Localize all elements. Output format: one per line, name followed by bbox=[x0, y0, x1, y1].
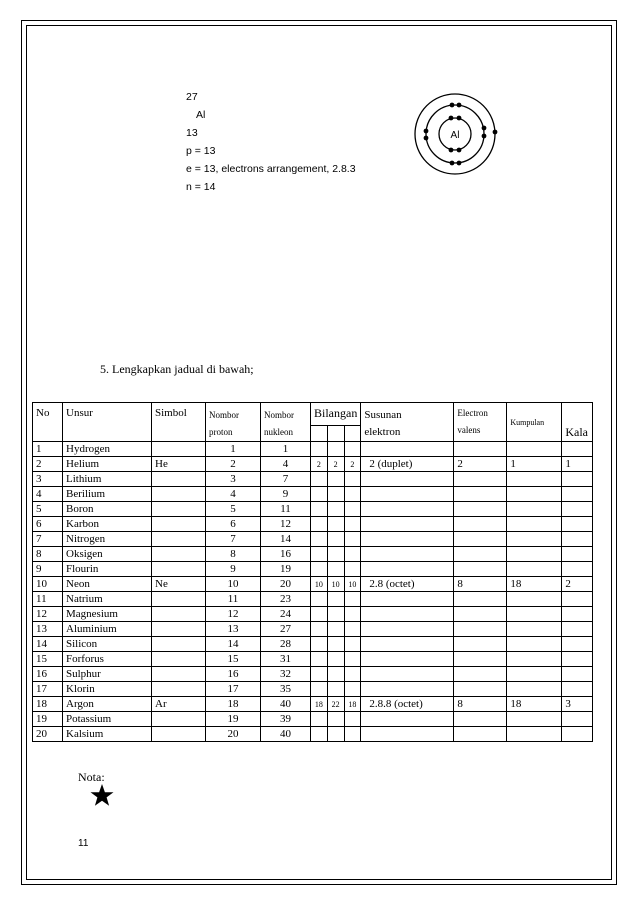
cell-proton: 6 bbox=[206, 517, 261, 532]
cell-proton: 12 bbox=[206, 607, 261, 622]
table-row bbox=[33, 682, 593, 697]
cell-proton: 13 bbox=[206, 622, 261, 637]
header-bilangan: Bilangan bbox=[311, 403, 361, 426]
cell-unsur: Kalsium bbox=[63, 727, 152, 742]
cell-no: 12 bbox=[33, 607, 63, 622]
cell-bilangan-2 bbox=[327, 502, 344, 517]
cell-bilangan-3 bbox=[344, 607, 361, 622]
header-nukleon-line2: nukleon bbox=[264, 427, 293, 437]
cell-nukleon: 35 bbox=[261, 682, 311, 697]
cell-kumpulan bbox=[507, 472, 562, 487]
cell-bilangan-1 bbox=[311, 637, 328, 652]
cell-unsur: Oksigen bbox=[63, 547, 152, 562]
cell-bilangan-3 bbox=[344, 622, 361, 637]
cell-no: 3 bbox=[33, 472, 63, 487]
cell-simbol bbox=[152, 592, 206, 607]
cell-kumpulan bbox=[507, 442, 562, 457]
cell-bilangan-3 bbox=[344, 592, 361, 607]
header-proton-line1: Nombor bbox=[209, 410, 239, 420]
cell-susunan bbox=[361, 607, 454, 622]
cell-bilangan-2 bbox=[327, 712, 344, 727]
cell-bilangan-2 bbox=[327, 682, 344, 697]
table-row bbox=[33, 667, 593, 682]
table-row bbox=[33, 727, 593, 742]
cell-unsur: Forforus bbox=[63, 652, 152, 667]
cell-kala bbox=[562, 667, 593, 682]
cell-bilangan-1 bbox=[311, 607, 328, 622]
cell-bilangan-3: 2 bbox=[344, 457, 361, 472]
cell-bilangan-3 bbox=[344, 712, 361, 727]
header-valens-line2: valens bbox=[457, 425, 481, 435]
cell-nukleon: 32 bbox=[261, 667, 311, 682]
cell-valens bbox=[454, 637, 507, 652]
cell-unsur: Neon bbox=[63, 577, 152, 592]
cell-kumpulan bbox=[507, 637, 562, 652]
cell-kumpulan: 1 bbox=[507, 457, 562, 472]
cell-bilangan-1 bbox=[311, 727, 328, 742]
table-row bbox=[33, 652, 593, 667]
cell-no: 16 bbox=[33, 667, 63, 682]
atomic-number: 13 bbox=[186, 127, 198, 139]
cell-proton: 2 bbox=[206, 457, 261, 472]
table-row bbox=[33, 442, 593, 457]
cell-kala: 2 bbox=[562, 577, 593, 592]
cell-susunan: 2.8.8 (octet) bbox=[361, 697, 454, 712]
cell-nukleon: 9 bbox=[261, 487, 311, 502]
nucleus-label: Al bbox=[450, 130, 460, 141]
cell-no: 20 bbox=[33, 727, 63, 742]
header-nukleon-line1: Nombor bbox=[264, 410, 294, 420]
cell-unsur: Berilium bbox=[63, 487, 152, 502]
cell-bilangan-2: 2 bbox=[327, 457, 344, 472]
cell-susunan bbox=[361, 622, 454, 637]
cell-unsur: Flourin bbox=[63, 562, 152, 577]
cell-kala bbox=[562, 472, 593, 487]
cell-nukleon: 7 bbox=[261, 472, 311, 487]
cell-simbol bbox=[152, 667, 206, 682]
cell-proton: 14 bbox=[206, 637, 261, 652]
cell-kumpulan bbox=[507, 607, 562, 622]
table-row bbox=[33, 547, 593, 562]
cell-nukleon: 24 bbox=[261, 607, 311, 622]
cell-unsur: Potassium bbox=[63, 712, 152, 727]
cell-bilangan-2 bbox=[327, 622, 344, 637]
cell-simbol: Ne bbox=[152, 577, 206, 592]
cell-proton: 5 bbox=[206, 502, 261, 517]
cell-kumpulan bbox=[507, 727, 562, 742]
cell-valens bbox=[454, 682, 507, 697]
cell-no: 5 bbox=[33, 502, 63, 517]
cell-nukleon: 19 bbox=[261, 562, 311, 577]
table-row bbox=[33, 577, 593, 592]
cell-kala bbox=[562, 442, 593, 457]
cell-simbol bbox=[152, 517, 206, 532]
cell-proton: 10 bbox=[206, 577, 261, 592]
table-row bbox=[33, 502, 593, 517]
header-kala: Kala bbox=[562, 403, 593, 442]
cell-valens bbox=[454, 532, 507, 547]
header-susunan-line1: Susunan bbox=[364, 409, 402, 421]
cell-nukleon: 28 bbox=[261, 637, 311, 652]
cell-kala: 3 bbox=[562, 697, 593, 712]
cell-bilangan-1: 10 bbox=[311, 577, 328, 592]
cell-bilangan-3 bbox=[344, 652, 361, 667]
table-row bbox=[33, 697, 593, 712]
header-unsur: Unsur bbox=[63, 403, 152, 442]
cell-kala bbox=[562, 502, 593, 517]
subheader-bilangan-2 bbox=[327, 425, 344, 441]
cell-valens: 8 bbox=[454, 577, 507, 592]
table-row bbox=[33, 457, 593, 472]
cell-no: 4 bbox=[33, 487, 63, 502]
cell-unsur: Natrium bbox=[63, 592, 152, 607]
table-header-row bbox=[33, 403, 593, 426]
header-nombor-nukleon bbox=[261, 403, 311, 442]
table-row bbox=[33, 712, 593, 727]
cell-proton: 15 bbox=[206, 652, 261, 667]
cell-kumpulan bbox=[507, 487, 562, 502]
cell-bilangan-3 bbox=[344, 547, 361, 562]
cell-proton: 16 bbox=[206, 667, 261, 682]
header-no: No bbox=[33, 403, 63, 442]
cell-bilangan-2 bbox=[327, 607, 344, 622]
cell-kumpulan bbox=[507, 682, 562, 697]
cell-proton: 1 bbox=[206, 442, 261, 457]
cell-kala bbox=[562, 517, 593, 532]
cell-bilangan-3: 18 bbox=[344, 697, 361, 712]
cell-valens bbox=[454, 607, 507, 622]
header-proton-line2: proton bbox=[209, 427, 233, 437]
cell-simbol bbox=[152, 622, 206, 637]
cell-valens bbox=[454, 562, 507, 577]
header-kumpulan: Kumpulan bbox=[507, 403, 562, 442]
cell-no: 2 bbox=[33, 457, 63, 472]
cell-no: 9 bbox=[33, 562, 63, 577]
header-valens-line1: Electron bbox=[457, 408, 488, 418]
subheader-bilangan-3 bbox=[344, 425, 361, 441]
cell-susunan: 2.8 (octet) bbox=[361, 577, 454, 592]
cell-unsur: Lithium bbox=[63, 472, 152, 487]
cell-bilangan-1 bbox=[311, 442, 328, 457]
cell-no: 14 bbox=[33, 637, 63, 652]
cell-susunan bbox=[361, 652, 454, 667]
cell-bilangan-2 bbox=[327, 532, 344, 547]
cell-bilangan-2 bbox=[327, 487, 344, 502]
cell-unsur: Magnesium bbox=[63, 607, 152, 622]
cell-valens bbox=[454, 517, 507, 532]
cell-proton: 8 bbox=[206, 547, 261, 562]
cell-bilangan-2: 10 bbox=[327, 577, 344, 592]
cell-nukleon: 23 bbox=[261, 592, 311, 607]
cell-kala bbox=[562, 622, 593, 637]
cell-unsur: Argon bbox=[63, 697, 152, 712]
atom-notation bbox=[186, 88, 356, 196]
cell-bilangan-2 bbox=[327, 727, 344, 742]
cell-bilangan-1: 18 bbox=[311, 697, 328, 712]
cell-bilangan-3 bbox=[344, 517, 361, 532]
cell-valens bbox=[454, 442, 507, 457]
page-number: 11 bbox=[78, 838, 89, 849]
element-symbol: Al bbox=[196, 109, 206, 121]
header-simbol: Simbol bbox=[152, 403, 206, 442]
nota-label: Nota: bbox=[78, 770, 105, 784]
cell-kala bbox=[562, 637, 593, 652]
proton-count: p = 13 bbox=[186, 145, 216, 157]
cell-nukleon: 4 bbox=[261, 457, 311, 472]
cell-nukleon: 16 bbox=[261, 547, 311, 562]
cell-bilangan-2 bbox=[327, 592, 344, 607]
cell-proton: 4 bbox=[206, 487, 261, 502]
cell-nukleon: 40 bbox=[261, 727, 311, 742]
cell-proton: 7 bbox=[206, 532, 261, 547]
cell-kala bbox=[562, 682, 593, 697]
cell-proton: 19 bbox=[206, 712, 261, 727]
cell-bilangan-3 bbox=[344, 487, 361, 502]
cell-kumpulan bbox=[507, 517, 562, 532]
neutron-count: n = 14 bbox=[186, 181, 216, 193]
cell-nukleon: 27 bbox=[261, 622, 311, 637]
cell-unsur: Aluminium bbox=[63, 622, 152, 637]
cell-kala bbox=[562, 562, 593, 577]
cell-nukleon: 14 bbox=[261, 532, 311, 547]
cell-susunan bbox=[361, 592, 454, 607]
cell-kala bbox=[562, 487, 593, 502]
cell-bilangan-1 bbox=[311, 712, 328, 727]
cell-bilangan-1 bbox=[311, 622, 328, 637]
cell-bilangan-1 bbox=[311, 682, 328, 697]
cell-simbol bbox=[152, 532, 206, 547]
header-electron-valens bbox=[454, 403, 507, 442]
cell-bilangan-1 bbox=[311, 487, 328, 502]
cell-valens bbox=[454, 652, 507, 667]
cell-simbol bbox=[152, 487, 206, 502]
cell-no: 11 bbox=[33, 592, 63, 607]
cell-bilangan-1 bbox=[311, 562, 328, 577]
cell-bilangan-2: 22 bbox=[327, 697, 344, 712]
cell-susunan bbox=[361, 442, 454, 457]
cell-bilangan-1 bbox=[311, 652, 328, 667]
cell-susunan bbox=[361, 547, 454, 562]
cell-susunan bbox=[361, 727, 454, 742]
cell-no: 13 bbox=[33, 622, 63, 637]
cell-susunan bbox=[361, 562, 454, 577]
cell-unsur: Karbon bbox=[63, 517, 152, 532]
cell-bilangan-3 bbox=[344, 502, 361, 517]
subheader-bilangan-1 bbox=[311, 425, 328, 441]
mass-number: 27 bbox=[186, 91, 198, 103]
cell-valens bbox=[454, 502, 507, 517]
header-nombor-proton bbox=[206, 403, 261, 442]
cell-susunan bbox=[361, 637, 454, 652]
cell-simbol bbox=[152, 472, 206, 487]
cell-bilangan-3 bbox=[344, 472, 361, 487]
cell-bilangan-3 bbox=[344, 637, 361, 652]
cell-simbol bbox=[152, 442, 206, 457]
cell-kumpulan: 18 bbox=[507, 577, 562, 592]
cell-unsur: Sulphur bbox=[63, 667, 152, 682]
cell-bilangan-1 bbox=[311, 502, 328, 517]
table-row bbox=[33, 532, 593, 547]
cell-simbol bbox=[152, 652, 206, 667]
cell-bilangan-1: 2 bbox=[311, 457, 328, 472]
cell-kumpulan bbox=[507, 652, 562, 667]
cell-kala bbox=[562, 712, 593, 727]
header-susunan-line2: elektron bbox=[364, 426, 401, 438]
cell-bilangan-2 bbox=[327, 547, 344, 562]
cell-bilangan-3 bbox=[344, 532, 361, 547]
cell-no: 15 bbox=[33, 652, 63, 667]
cell-susunan: 2 (duplet) bbox=[361, 457, 454, 472]
question-5: 5. Lengkapkan jadual di bawah; bbox=[100, 362, 254, 376]
cell-bilangan-3 bbox=[344, 667, 361, 682]
cell-no: 6 bbox=[33, 517, 63, 532]
atom-shell-diagram bbox=[412, 92, 502, 182]
cell-nukleon: 12 bbox=[261, 517, 311, 532]
cell-kala bbox=[562, 727, 593, 742]
cell-bilangan-3 bbox=[344, 682, 361, 697]
cell-susunan bbox=[361, 487, 454, 502]
table-row bbox=[33, 592, 593, 607]
table-body bbox=[33, 442, 593, 742]
cell-no: 1 bbox=[33, 442, 63, 457]
star-icon bbox=[90, 783, 114, 807]
cell-bilangan-1 bbox=[311, 667, 328, 682]
cell-valens bbox=[454, 712, 507, 727]
cell-kumpulan bbox=[507, 532, 562, 547]
table-row bbox=[33, 517, 593, 532]
cell-simbol: Ar bbox=[152, 697, 206, 712]
cell-bilangan-3 bbox=[344, 442, 361, 457]
cell-kala: 1 bbox=[562, 457, 593, 472]
cell-bilangan-1 bbox=[311, 547, 328, 562]
cell-kumpulan bbox=[507, 547, 562, 562]
table-row bbox=[33, 487, 593, 502]
cell-valens bbox=[454, 472, 507, 487]
cell-simbol bbox=[152, 502, 206, 517]
cell-bilangan-2 bbox=[327, 667, 344, 682]
cell-valens bbox=[454, 487, 507, 502]
cell-bilangan-2 bbox=[327, 442, 344, 457]
cell-proton: 20 bbox=[206, 727, 261, 742]
cell-bilangan-2 bbox=[327, 517, 344, 532]
table-row bbox=[33, 472, 593, 487]
cell-bilangan-2 bbox=[327, 652, 344, 667]
cell-simbol bbox=[152, 682, 206, 697]
cell-valens: 8 bbox=[454, 697, 507, 712]
cell-kumpulan bbox=[507, 712, 562, 727]
cell-valens bbox=[454, 667, 507, 682]
cell-unsur: Nitrogen bbox=[63, 532, 152, 547]
cell-nukleon: 11 bbox=[261, 502, 311, 517]
cell-valens bbox=[454, 727, 507, 742]
cell-susunan bbox=[361, 712, 454, 727]
cell-no: 19 bbox=[33, 712, 63, 727]
cell-no: 8 bbox=[33, 547, 63, 562]
cell-no: 18 bbox=[33, 697, 63, 712]
cell-bilangan-3: 10 bbox=[344, 577, 361, 592]
cell-simbol bbox=[152, 637, 206, 652]
cell-susunan bbox=[361, 517, 454, 532]
cell-proton: 17 bbox=[206, 682, 261, 697]
cell-nukleon: 31 bbox=[261, 652, 311, 667]
cell-susunan bbox=[361, 502, 454, 517]
cell-valens: 2 bbox=[454, 457, 507, 472]
cell-susunan bbox=[361, 682, 454, 697]
cell-kumpulan: 18 bbox=[507, 697, 562, 712]
cell-unsur: Boron bbox=[63, 502, 152, 517]
cell-no: 10 bbox=[33, 577, 63, 592]
cell-susunan bbox=[361, 472, 454, 487]
cell-unsur: Klorin bbox=[63, 682, 152, 697]
table-row bbox=[33, 562, 593, 577]
cell-proton: 11 bbox=[206, 592, 261, 607]
cell-bilangan-2 bbox=[327, 472, 344, 487]
cell-valens bbox=[454, 622, 507, 637]
cell-unsur: Hydrogen bbox=[63, 442, 152, 457]
table-row bbox=[33, 622, 593, 637]
cell-valens bbox=[454, 547, 507, 562]
cell-kala bbox=[562, 652, 593, 667]
cell-proton: 3 bbox=[206, 472, 261, 487]
cell-simbol bbox=[152, 547, 206, 562]
cell-nukleon: 20 bbox=[261, 577, 311, 592]
cell-kala bbox=[562, 532, 593, 547]
cell-simbol bbox=[152, 607, 206, 622]
cell-proton: 18 bbox=[206, 697, 261, 712]
table-row bbox=[33, 637, 593, 652]
cell-kala bbox=[562, 607, 593, 622]
cell-nukleon: 39 bbox=[261, 712, 311, 727]
cell-kumpulan bbox=[507, 502, 562, 517]
cell-simbol: He bbox=[152, 457, 206, 472]
cell-bilangan-2 bbox=[327, 562, 344, 577]
cell-bilangan-3 bbox=[344, 727, 361, 742]
cell-susunan bbox=[361, 532, 454, 547]
cell-simbol bbox=[152, 727, 206, 742]
cell-nukleon: 40 bbox=[261, 697, 311, 712]
cell-kala bbox=[562, 592, 593, 607]
cell-unsur: Silicon bbox=[63, 637, 152, 652]
cell-no: 7 bbox=[33, 532, 63, 547]
cell-no: 17 bbox=[33, 682, 63, 697]
cell-bilangan-1 bbox=[311, 472, 328, 487]
cell-bilangan-1 bbox=[311, 592, 328, 607]
header-susunan-elektron bbox=[361, 403, 454, 442]
cell-susunan bbox=[361, 667, 454, 682]
element-table bbox=[32, 402, 593, 742]
cell-nukleon: 1 bbox=[261, 442, 311, 457]
electron-arrangement: e = 13, electrons arrangement, 2.8.3 bbox=[186, 163, 356, 175]
cell-unsur: Helium bbox=[63, 457, 152, 472]
cell-kumpulan bbox=[507, 667, 562, 682]
cell-bilangan-1 bbox=[311, 532, 328, 547]
cell-proton: 9 bbox=[206, 562, 261, 577]
cell-simbol bbox=[152, 712, 206, 727]
cell-valens bbox=[454, 592, 507, 607]
cell-kumpulan bbox=[507, 562, 562, 577]
cell-bilangan-2 bbox=[327, 637, 344, 652]
cell-kumpulan bbox=[507, 592, 562, 607]
cell-bilangan-1 bbox=[311, 517, 328, 532]
table-row bbox=[33, 607, 593, 622]
cell-kala bbox=[562, 547, 593, 562]
cell-bilangan-3 bbox=[344, 562, 361, 577]
cell-simbol bbox=[152, 562, 206, 577]
cell-kumpulan bbox=[507, 622, 562, 637]
